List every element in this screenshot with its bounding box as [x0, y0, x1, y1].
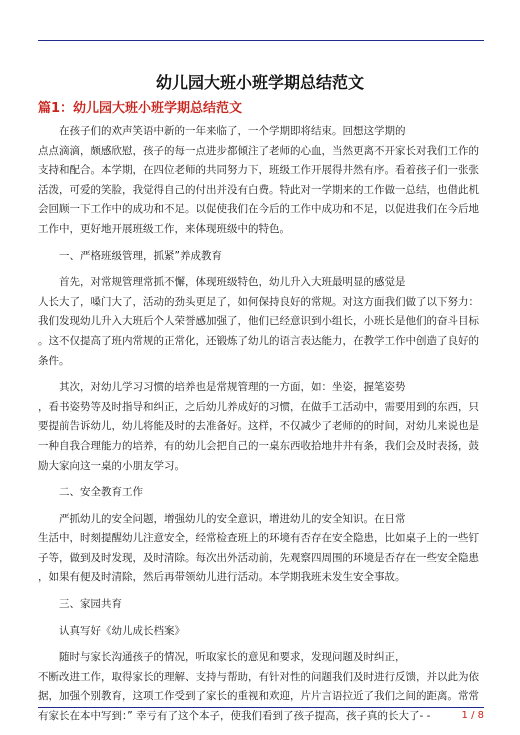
bottom-rule [38, 707, 484, 708]
document-title: 幼儿园大班小班学期总结范文 [155, 73, 364, 92]
section-heading: 篇1：幼儿园大班小班学期总结范文 [38, 101, 243, 116]
text-line: 工作中，更好地开展班级工作，来体现班级中的特色。 [38, 222, 290, 235]
text-line: 生活中，时刻提醒幼儿注意安全，经常检查班上的环境有否存在安全隐患，比如桌子上的一些钉 [38, 532, 479, 545]
text-line: 会回顾一下工作中的成功和不足。以促使我们在今后的工作中成功和不足，以促进我们在今后地 [38, 203, 479, 216]
text-line: 三、家园共育 [59, 598, 122, 611]
text-line: 严抓幼儿的安全问题，增强幼儿的安全意识，增进幼儿的安全知识。在日常 [59, 512, 406, 525]
subheading [38, 483, 484, 503]
text-line: 据，加强个别教育，这项工作受到了家长的重视和欢迎，片片言语拉近了我们之间的距离。常常 [38, 690, 479, 703]
text-line: 首先，对常规管理常抓不懈，体现班级特色，幼儿升入大班最明显的感觉是 [59, 276, 406, 289]
text-line: 不断改进工作，取得家长的理解、支持与帮助，有针对性的问题我们及时进行反馈，并以此为依 [38, 670, 479, 683]
text-line: ，看书姿势等及时指导和纠正，之后幼儿养成好的习惯，在做手工活动中，需要用到的东西，只 [38, 400, 479, 413]
text-line: 活泼，可爱的笑脸，我觉得自己的付出并没有白费。特此对一学期来的工作做一总结，也借此机 [38, 183, 479, 196]
page-number: 1 / 8 [461, 710, 484, 721]
paragraph [38, 648, 484, 726]
text-line: 有家长在本中写到：” 幸亏有了这个本子，使我们看到了孩子提高，孩子真的长大了- - [38, 710, 431, 723]
text-line: 励大家向这一桌的小朋友学习。 [38, 459, 185, 472]
paragraph [38, 273, 484, 371]
subheading [38, 595, 484, 615]
text-line: 我们发现幼儿升入大班后个人荣誉感加强了，他们已经意识到小组长，小班长是他们的奋斗目标 [38, 315, 479, 328]
text-line: 一种自我合理能力的培养，有的幼儿会把自己的一桌东西收拾地井井有条，我们会及时表扬，鼓 [38, 439, 479, 452]
subheading [38, 247, 484, 267]
top-rule [38, 40, 484, 41]
subheading [38, 622, 484, 642]
paragraph [38, 122, 484, 240]
text-line: 支持和配合。本学期，在四位老师的共同努力下，班级工作开展得井然有序。看着孩子们一张张 [38, 164, 479, 177]
text-line: 一、严格班级管理，抓紧”养成教育 [59, 249, 222, 262]
text-line: 随时与家长沟通孩子的情况，听取家长的意见和要求，发现问题及时纠正， [59, 651, 406, 664]
text-line: 其次，对幼儿学习习惯的培养也是常规管理的一方面，如：坐姿，握笔姿势 [59, 381, 406, 394]
text-line: 点点滴滴，颇感欣慰，孩子的每一点进步都倾注了老师的心血，当然更离不开家长对我们工作的 [38, 144, 479, 157]
text-line: 人长大了，嗓门大了，活动的劲头更足了，如何保持良好的常规。对这方面我们做了以下努力： [38, 295, 479, 308]
text-line: 条件。 [38, 354, 70, 367]
paragraph [38, 378, 484, 476]
text-line: 子等，做到及时发现，及时清除。每次出外活动前，先观察四周围的环境是否存在一些安全隐患 [38, 551, 479, 564]
text-line: 。这不仅提高了班内常规的正常化，还锻炼了幼儿的语言表达能力，在教学工作中创造了良好的 [38, 334, 479, 347]
text-line: 要提前告诉幼儿，幼儿将能及时的去准备好。这样，不仅减少了老师的的时间，对幼儿来说也是 [38, 420, 479, 433]
text-line: ，如果有便及时清除，然后再带领幼儿进行活动。本学期我班未发生安全事故。 [38, 571, 406, 584]
text-line: 认真写好《幼儿成长档案》 [59, 624, 185, 637]
document-body [38, 122, 484, 734]
text-line: 在孩子们的欢声笑语中新的一年来临了，一个学期即将结束。回想这学期的 [59, 125, 406, 137]
text-line: 二、安全教育工作 [59, 486, 143, 499]
paragraph [38, 510, 484, 588]
